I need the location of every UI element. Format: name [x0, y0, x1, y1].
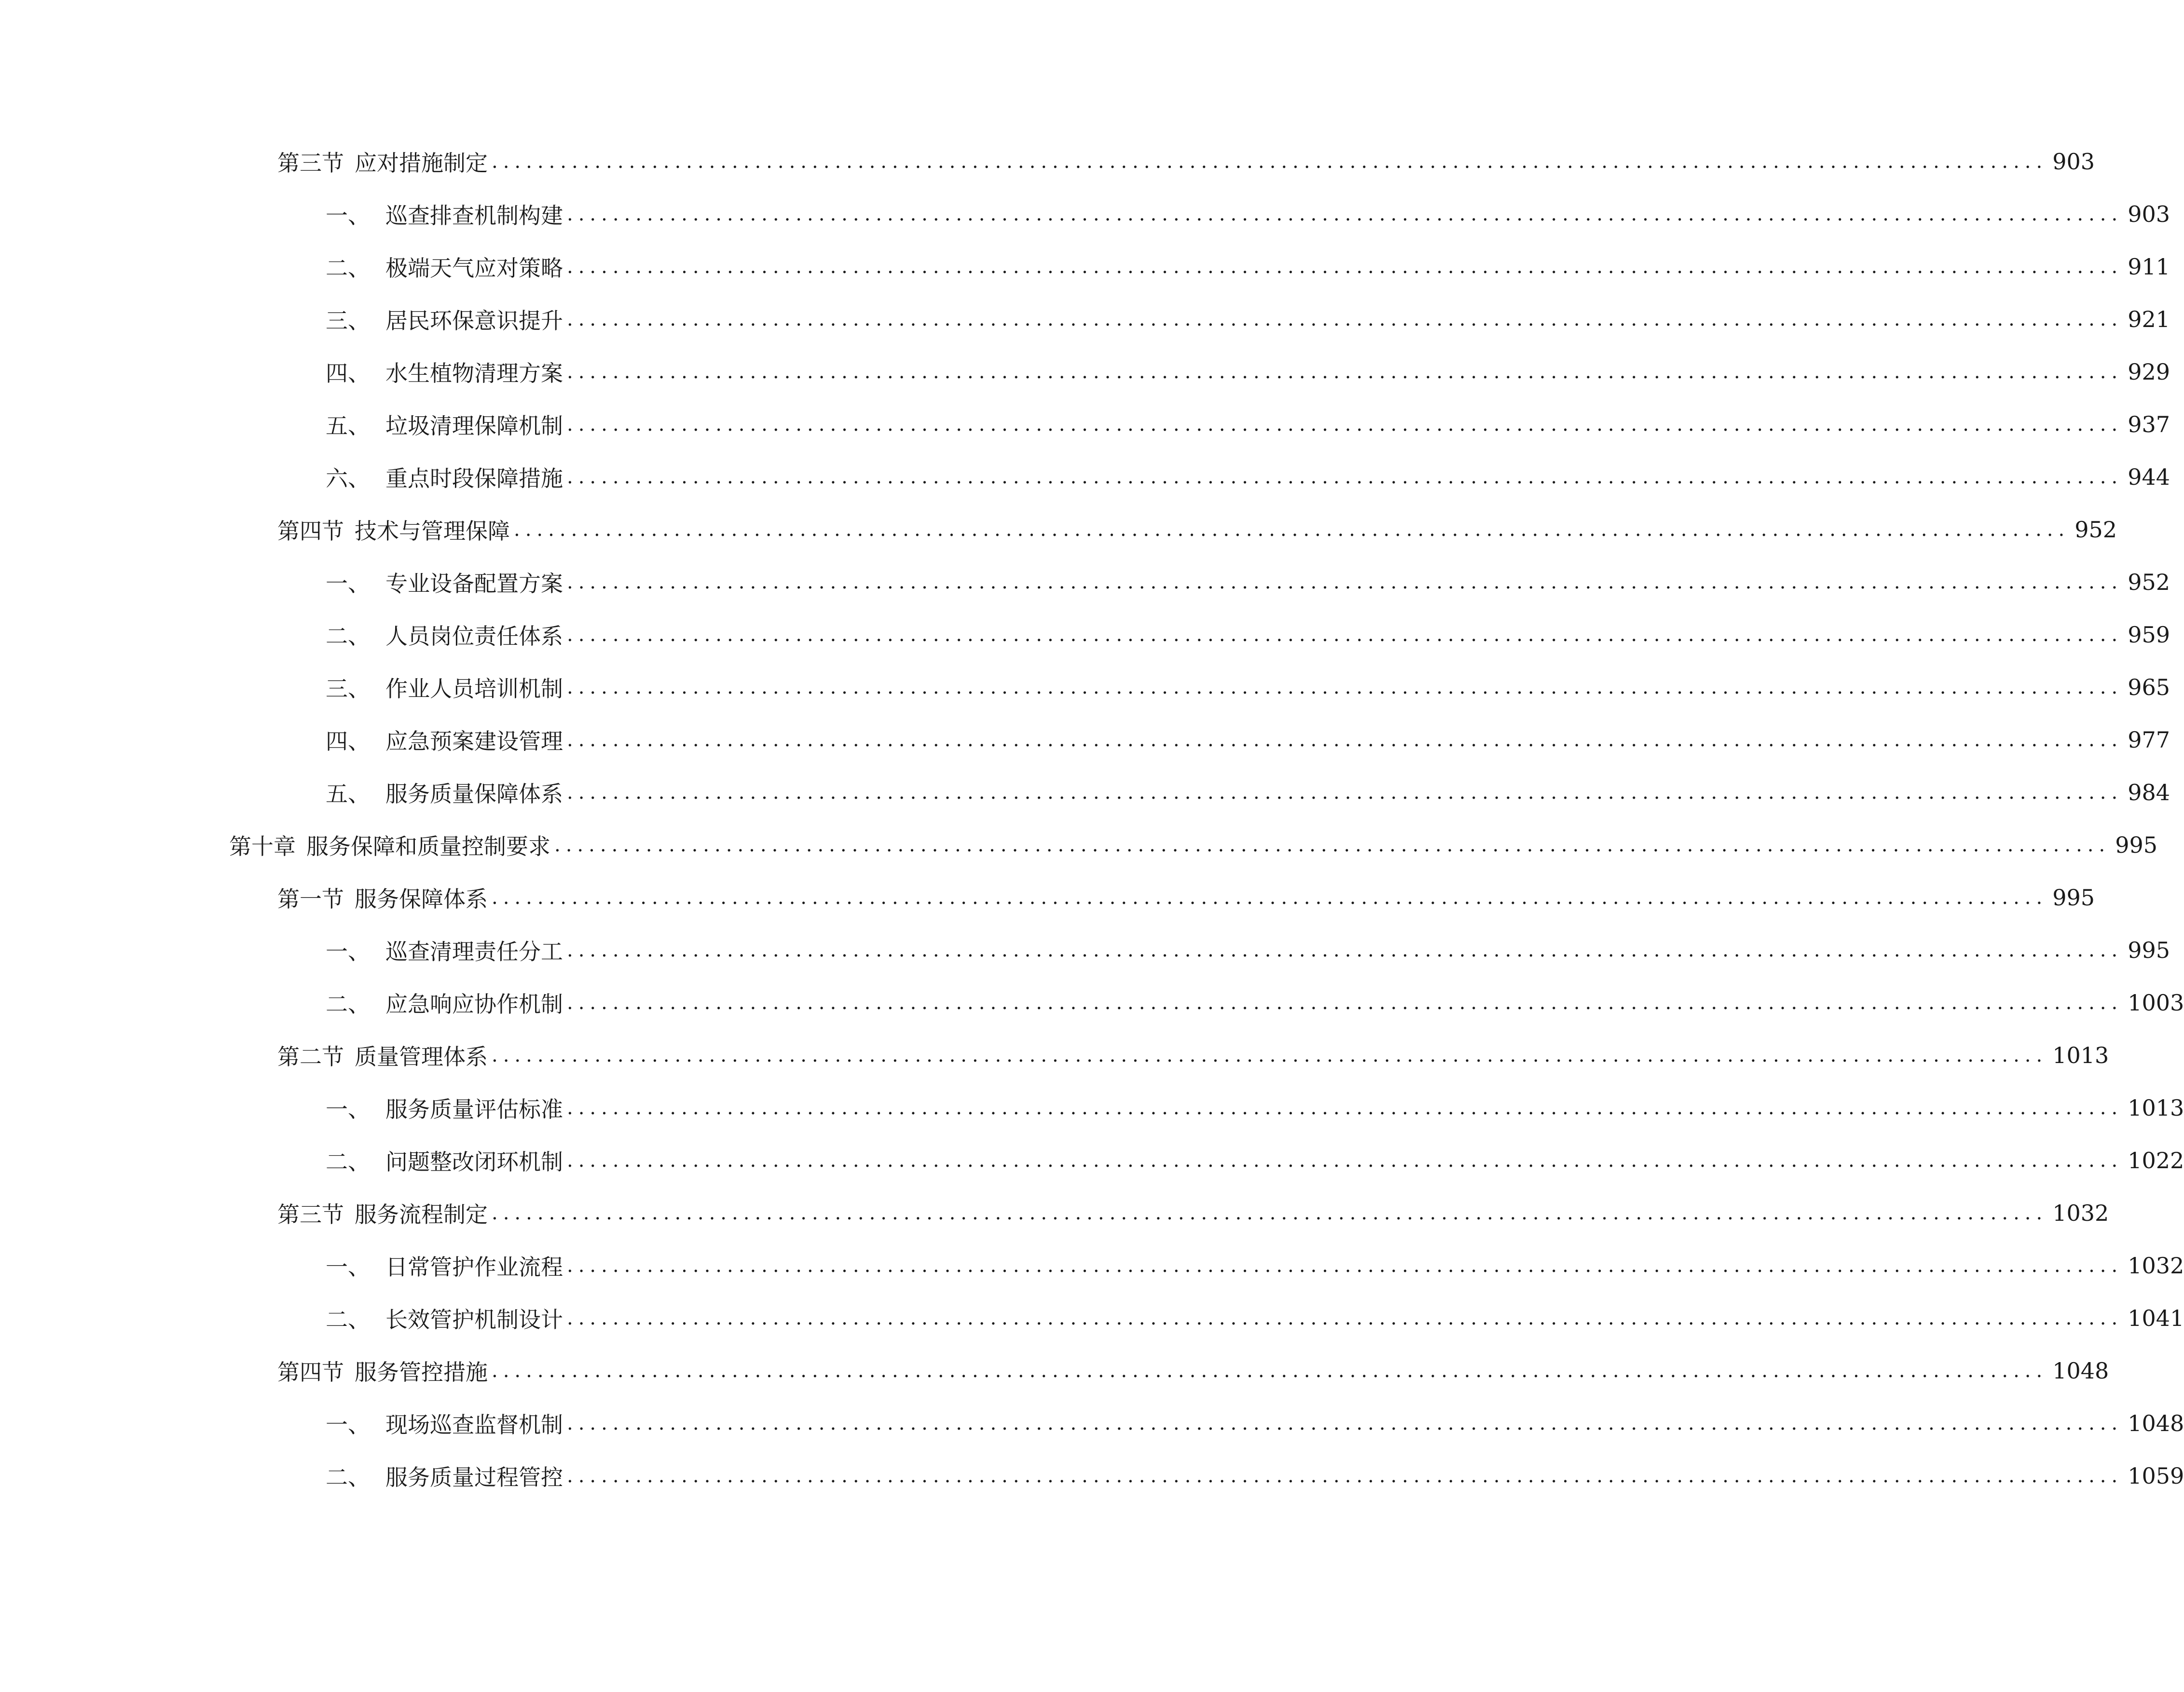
toc-entry-title: 服务管控措施 [355, 1359, 488, 1385]
toc-entry-page: 952 [2074, 517, 2117, 543]
toc-entry-label: 二、 [326, 1149, 370, 1175]
dot-leader: ........................................................................................................................................ [567, 413, 2123, 436]
toc-entry-title: 水生植物清理方案 [385, 360, 563, 386]
toc-entry-item[interactable] [326, 931, 2170, 969]
dot-leader: ........................................................................................................................................ [567, 466, 2123, 488]
toc-entry-label: 三、 [326, 676, 370, 702]
dot-leader: ........................................................................................................................................ [492, 1202, 2048, 1224]
toc-entry-label: 二、 [326, 1464, 370, 1490]
toc-entry-item[interactable] [326, 405, 2170, 444]
toc-entry-item[interactable] [326, 1246, 2184, 1285]
toc-entry-item[interactable] [326, 983, 2184, 1022]
toc-entry-chapter[interactable] [229, 826, 2158, 864]
toc-entry-page: 1059 [2128, 1463, 2184, 1489]
dot-leader: ........................................................................................................................................ [492, 1360, 2048, 1382]
toc-entry-page: 995 [2115, 832, 2158, 858]
toc-entry-title: 技术与管理保障 [355, 518, 510, 544]
toc-entry-item[interactable] [326, 668, 2170, 707]
toc-entry-page: 1022 [2128, 1147, 2184, 1173]
dot-leader: ........................................................................................................................................ [567, 781, 2123, 804]
dot-leader: ........................................................................................................................................ [567, 571, 2123, 593]
toc-entry-page: 995 [2128, 937, 2170, 963]
toc-entry-item[interactable] [326, 1141, 2184, 1180]
dot-leader: ........................................................................................................................................ [492, 887, 2048, 909]
toc-entry-item[interactable] [326, 1089, 2184, 1127]
toc-entry-title: 应急预案建设管理 [385, 728, 563, 754]
toc-entry-title: 问题整改闭环机制 [385, 1149, 563, 1175]
dot-leader: ........................................................................................................................................ [567, 203, 2123, 225]
dot-leader: ........................................................................................................................................ [567, 1097, 2123, 1119]
toc-entry-section[interactable] [277, 1036, 2109, 1075]
toc-entry-label: 四、 [326, 360, 370, 386]
toc-entry-title: 服务质量评估标准 [385, 1096, 563, 1122]
toc-entry-title: 质量管理体系 [355, 1044, 488, 1070]
dot-leader: ........................................................................................................................................ [567, 361, 2123, 383]
toc-entry-page: 929 [2128, 359, 2170, 385]
dot-leader: ........................................................................................................................................ [492, 1044, 2048, 1066]
toc-entry-title: 重点时段保障措施 [385, 465, 563, 491]
toc-entry-label: 第四节 [277, 1359, 344, 1385]
dot-leader: ........................................................................................................................................ [567, 308, 2123, 330]
toc-entry-label: 一、 [326, 1412, 370, 1438]
dot-leader: ........................................................................................................................................ [554, 834, 2111, 856]
toc-entry-page: 959 [2128, 622, 2170, 648]
toc-entry-item[interactable] [326, 195, 2170, 233]
toc-entry-label: 一、 [326, 1254, 370, 1280]
toc-entry-item[interactable] [326, 1457, 2184, 1495]
toc-entry-label: 五、 [326, 781, 370, 807]
toc-entry-title: 日常管护作业流程 [385, 1254, 563, 1280]
toc-entry-page: 903 [2052, 149, 2095, 175]
toc-entry-label: 四、 [326, 728, 370, 754]
toc-entry-page: 1048 [2052, 1358, 2109, 1384]
toc-entry-title: 专业设备配置方案 [385, 571, 563, 597]
toc-entry-item[interactable] [326, 563, 2170, 601]
toc-entry-label: 一、 [326, 571, 370, 597]
toc-entry-title: 应急响应协作机制 [385, 991, 563, 1017]
toc-entry-item[interactable] [326, 1404, 2184, 1443]
toc-entry-label: 二、 [326, 623, 370, 649]
toc-entry-page: 921 [2128, 306, 2170, 332]
toc-entry-section[interactable] [277, 1351, 2109, 1390]
dot-leader: ........................................................................................................................................ [567, 939, 2123, 961]
toc-entry-page: 995 [2052, 885, 2095, 911]
toc-entry-title: 服务质量保障体系 [385, 781, 563, 807]
toc-entry-label: 第三节 [277, 150, 344, 176]
toc-entry-section[interactable] [277, 1194, 2109, 1232]
toc-entry-item[interactable] [326, 247, 2170, 286]
toc-entry-page: 1048 [2128, 1410, 2184, 1436]
toc-entry-label: 第三节 [277, 1201, 344, 1228]
toc-entry-title: 垃圾清理保障机制 [385, 413, 563, 439]
toc-entry-page: 944 [2128, 464, 2170, 490]
dot-leader: ........................................................................................................................................ [567, 729, 2123, 751]
dot-leader: ........................................................................................................................................ [567, 992, 2123, 1014]
dot-leader: ........................................................................................................................................ [567, 256, 2123, 278]
toc-entry-title: 长效管护机制设计 [385, 1307, 563, 1333]
toc-entry-section[interactable] [277, 142, 2095, 181]
toc-entry-page: 1041 [2128, 1305, 2184, 1331]
dot-leader: ........................................................................................................................................ [567, 624, 2123, 646]
dot-leader: ........................................................................................................................................ [567, 1307, 2123, 1329]
toc-entry-page: 937 [2128, 411, 2170, 437]
toc-entry-label: 一、 [326, 939, 370, 965]
dot-leader: ........................................................................................................................................ [567, 1412, 2123, 1434]
toc-entry-title: 居民环保意识提升 [385, 308, 563, 334]
toc-entry-page: 952 [2128, 569, 2170, 595]
toc-entry-label: 第十章 [229, 833, 296, 860]
dot-leader: ........................................................................................................................................ [514, 519, 2070, 541]
toc-entry-section[interactable] [277, 878, 2095, 917]
toc-entry-page: 1032 [2128, 1253, 2184, 1279]
toc-entry-title: 服务保障体系 [355, 886, 488, 912]
toc-entry-item[interactable] [326, 773, 2170, 812]
toc-entry-label: 二、 [326, 1307, 370, 1333]
dot-leader: ........................................................................................................................................ [567, 1465, 2123, 1487]
toc-entry-page: 965 [2128, 674, 2170, 700]
toc-entry-title: 服务保障和质量控制要求 [306, 833, 550, 860]
toc-entry-title: 作业人员培训机制 [385, 676, 563, 702]
toc-entry-label: 第四节 [277, 518, 344, 544]
toc-entry-label: 三、 [326, 308, 370, 334]
toc-entry-label: 六、 [326, 465, 370, 491]
toc-entry-label: 第二节 [277, 1044, 344, 1070]
toc-entry-page: 1013 [2052, 1042, 2109, 1068]
dot-leader: ........................................................................................................................................ [567, 1149, 2123, 1172]
toc-entry-section[interactable] [277, 510, 2117, 549]
toc-entry-label: 二、 [326, 991, 370, 1017]
toc-entry-page: 977 [2128, 727, 2170, 753]
toc-entry-title: 服务流程制定 [355, 1201, 488, 1228]
toc-entry-item[interactable] [326, 353, 2170, 391]
toc-entry-title: 现场巡查监督机制 [385, 1412, 563, 1438]
toc-entry-page: 1003 [2128, 990, 2184, 1016]
toc-entry-title: 服务质量过程管控 [385, 1464, 563, 1490]
toc-entry-page: 911 [2128, 254, 2170, 280]
toc-entry-item[interactable] [326, 458, 2170, 496]
toc-entry-item[interactable] [326, 721, 2170, 759]
toc-entry-page: 1013 [2128, 1095, 2184, 1121]
toc-entry-label: 一、 [326, 203, 370, 229]
toc-entry-page: 984 [2128, 779, 2170, 805]
dot-leader: ........................................................................................................................................ [567, 1255, 2123, 1277]
toc-entry-item[interactable] [326, 615, 2170, 654]
toc-entry-label: 二、 [326, 255, 370, 281]
toc-entry-page: 903 [2128, 201, 2170, 227]
toc-entry-title: 巡查清理责任分工 [385, 939, 563, 965]
toc-entry-label: 五、 [326, 413, 370, 439]
toc-entry-title: 应对措施制定 [355, 150, 488, 176]
dot-leader: ........................................................................................................................................ [567, 676, 2123, 698]
toc-entry-item[interactable] [326, 1299, 2184, 1337]
dot-leader: ........................................................................................................................................ [492, 150, 2048, 173]
toc-entry-title: 极端天气应对策略 [385, 255, 563, 281]
toc-entry-title: 人员岗位责任体系 [385, 623, 563, 649]
toc-entry-page: 1032 [2052, 1200, 2109, 1226]
toc-entry-item[interactable] [326, 300, 2170, 339]
toc-entry-title: 巡查排查机制构建 [385, 203, 563, 229]
toc-entry-label: 第一节 [277, 886, 344, 912]
toc-entry-label: 一、 [326, 1096, 370, 1122]
